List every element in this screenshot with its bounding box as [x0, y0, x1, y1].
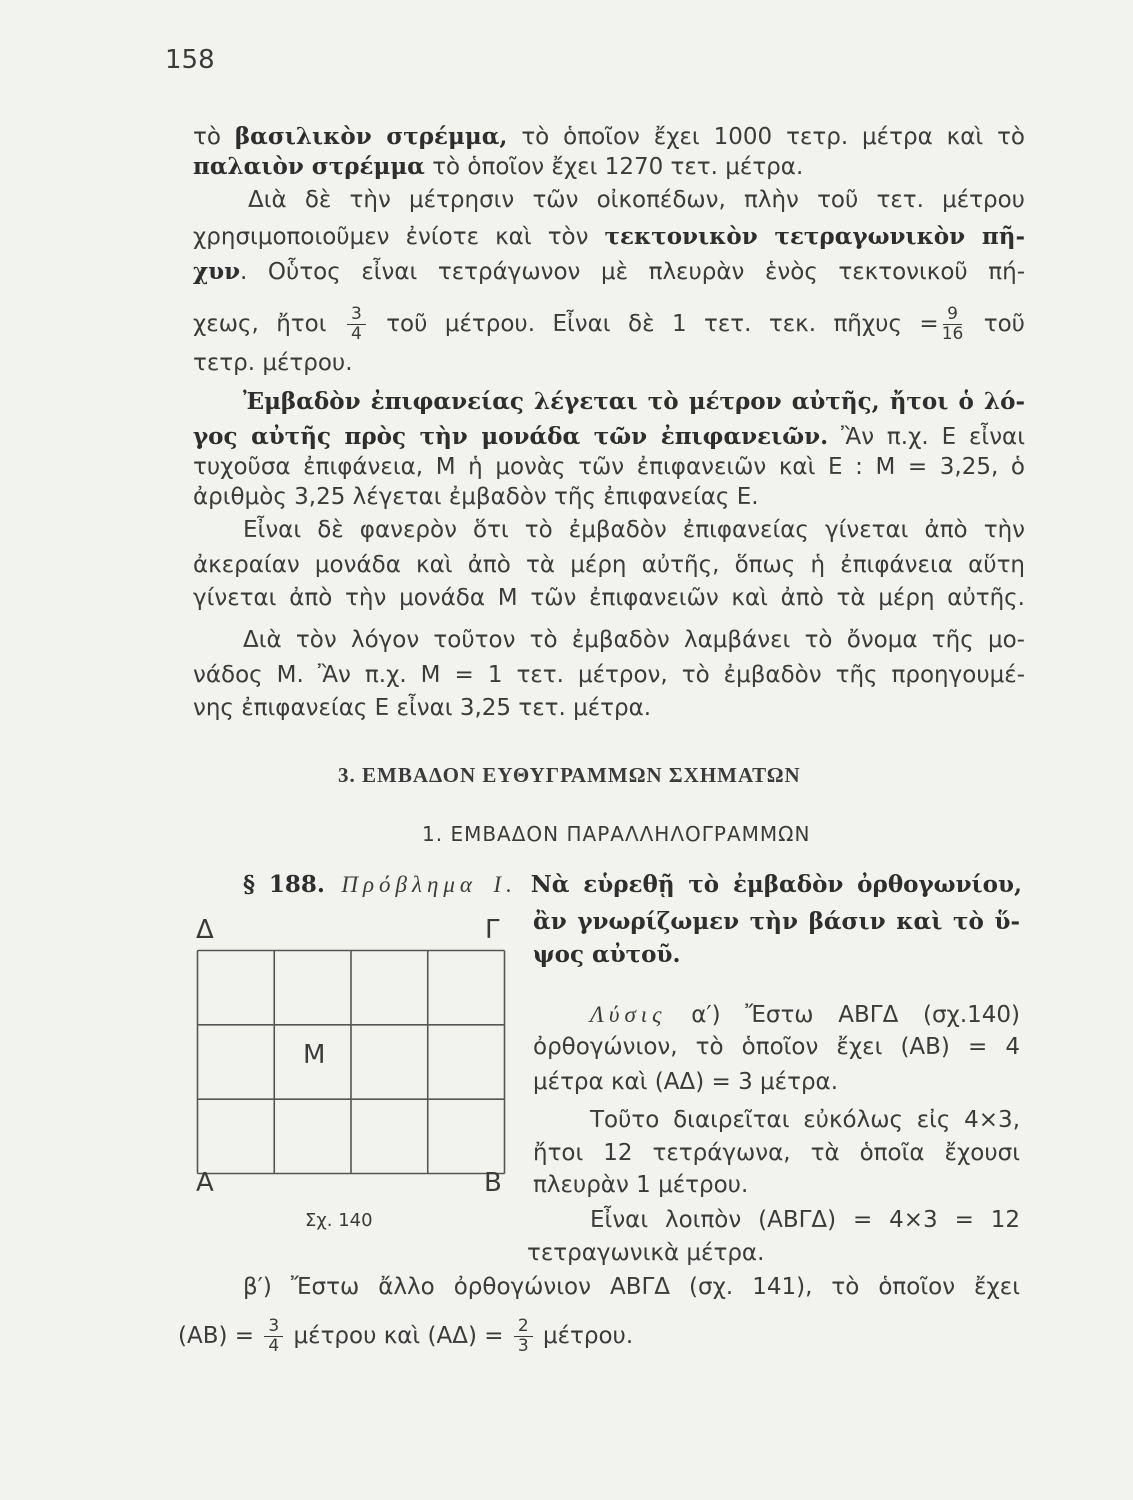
- text-span: τὸ ὁποῖον ἔχει 1270 τετ. μέτρα.: [424, 154, 804, 180]
- text-line: [193, 305, 1025, 344]
- fraction: [347, 305, 366, 344]
- text-span: ἤτοι 12 τετράγωνα, τὰ ὁποῖα ἔχουσι: [533, 1140, 1020, 1166]
- text-span: ἀριθμὸς 3,25 λέγεται ἐμβαδὸν τῆς ἐπιφανείας Ε.: [193, 484, 759, 510]
- fraction: [942, 305, 964, 344]
- text-span: Διὰ τὸν λόγον τοῦτον τὸ ἐμβαδὸν λαμβάνει τὸ ὄνομα τῆς μο-: [243, 627, 1025, 653]
- subsection-heading: 1. ΕΜΒΑΔΟΝ ΠΑΡΑΛΛΗΛΟΓΡΑΜΜΩΝ: [422, 822, 811, 846]
- text-span: α′) Ἔστω ΑΒΓΔ (σχ.140): [666, 1002, 1020, 1028]
- fraction-denominator: 4: [268, 1336, 280, 1356]
- text-line: [590, 1000, 1020, 1030]
- text-span: νης ἐπιφανείας Ε εἶναι 3,25 τετ. μέτρα.: [193, 695, 652, 721]
- bold-text: χυν: [193, 258, 241, 285]
- text-span: τοῦ: [966, 311, 1025, 337]
- text-span: τὸ ὁποῖον ἔχει 1000 τετρ. μέτρα καὶ τὸ: [507, 124, 1025, 150]
- label-alpha: Α: [196, 1168, 214, 1198]
- bold-text: τεκτονικὸν τετραγωνικὸν πῆ-: [604, 223, 1025, 250]
- text-span: ἀκεραίαν μονάδα καὶ ἀπὸ τὰ μέρη αὐτῆς, ὅπως ἡ ἐπιφάνεια αὕτη: [193, 552, 1025, 578]
- fraction-denominator: 4: [350, 324, 362, 344]
- bold-text: § 188.: [243, 871, 325, 898]
- fraction-numerator: 3: [347, 305, 366, 325]
- text-span: νάδος Μ. Ἂν π.χ. Μ = 1 τετ. μέτρον, τὸ ἐμβαδὸν τῆς προηγουμέ-: [193, 662, 1025, 688]
- text-span: γίνεται ἀπὸ τὴν μονάδα Μ τῶν ἐπιφανειῶν καὶ ἀπὸ τὰ μέρη αὐτῆς.: [193, 585, 1025, 611]
- fraction-numerator: 9: [943, 305, 962, 325]
- text-line: [527, 1238, 1020, 1268]
- text-line: [533, 1067, 1020, 1097]
- text-line: [193, 122, 1025, 152]
- bold-text: Ἐμβαδὸν ἐπιφανείας λέγεται τὸ μέτρον αὐτῆς, ἤτοι ὁ λό-: [243, 388, 1025, 415]
- fraction-denominator: 16: [941, 324, 964, 344]
- text-span: μέτρου καὶ (ΑΔ) =: [286, 1323, 511, 1349]
- text-line: [243, 1272, 1020, 1302]
- text-span: μέτρου.: [535, 1323, 634, 1349]
- text-span: ὀρθογώνιον, τὸ ὁποῖον ἔχει (ΑΒ) = 4: [533, 1034, 1020, 1060]
- text-line: [590, 1105, 1020, 1135]
- bold-text: Νὰ εὑρεθῇ τὸ ἐμβαδὸν ὀρθογωνίου,: [516, 871, 1022, 898]
- text-span: χεως, ἤτοι: [193, 311, 344, 337]
- text-line: [193, 693, 1025, 723]
- fraction-denominator: 3: [517, 1336, 529, 1356]
- bold-text: γος αὐτῆς πρὸς τὴν μονάδα τῶν ἐπιφανειῶν.: [193, 423, 829, 450]
- bold-text: ἂν γνωρίζωμεν τὴν βάσιν καὶ τὸ ὕ-: [533, 908, 1020, 935]
- text-span: . Οὗτος εἶναι τετράγωνον μὲ πλευρὰν ἑνὸς τεκτονικοῦ πή-: [240, 259, 1025, 285]
- fraction-numerator: 2: [514, 1317, 533, 1337]
- text-span: μέτρα καὶ (ΑΔ) = 3 μέτρα.: [533, 1069, 839, 1095]
- label-m: Μ: [303, 1040, 326, 1070]
- fraction-numerator: 3: [264, 1317, 283, 1337]
- text-span: τοῦ μέτρου. Εἶναι δὲ 1 τετ. τεκ. πῆχυς =: [368, 311, 939, 337]
- figure-caption: Σχ. 140: [305, 1210, 373, 1231]
- text-span: χρησιμοποιοῦμεν ἐνίοτε καὶ τὸν: [193, 224, 605, 250]
- page-number: 158: [165, 45, 215, 75]
- spaced-italic-text: Λύσις: [590, 1002, 667, 1027]
- text-line: [533, 940, 1020, 970]
- bold-text: ψος αὐτοῦ.: [533, 941, 681, 968]
- text-line: [533, 1138, 1020, 1168]
- text-line: [193, 348, 1025, 378]
- text-line: [178, 1317, 1020, 1356]
- text-span: Τοῦτο διαιρεῖται εὐκόλως εἰς 4×3,: [590, 1107, 1020, 1133]
- bold-text: παλαιὸν στρέμμα: [193, 153, 425, 180]
- text-line: [243, 515, 1025, 545]
- fraction: [264, 1317, 283, 1356]
- text-line: [193, 257, 1025, 287]
- text-line: [193, 660, 1025, 690]
- text-line: [193, 452, 1025, 482]
- label-beta: Β: [484, 1168, 502, 1198]
- text-span: β′) Ἔστω ἄλλο ὀρθογώνιον ΑΒΓΔ (σχ. 141), τὸ ὁποῖον ἔχει: [243, 1274, 1020, 1300]
- label-delta: Δ: [196, 915, 214, 945]
- rectangle-grid: [196, 949, 506, 1175]
- text-line: [590, 1205, 1020, 1235]
- text-line: [533, 1170, 1020, 1200]
- label-gamma: Γ: [485, 915, 500, 945]
- text-span: πλευρὰν 1 μέτρου.: [533, 1172, 749, 1198]
- text-span: Εἶναι δὲ φανερὸν ὅτι τὸ ἐμβαδὸν ἐπιφανείας γίνεται ἀπὸ τὴν: [243, 517, 1025, 543]
- section-heading: 3. ΕΜΒΑΔΟΝ ΕΥΘΥΓΡΑΜΜΩΝ ΣΧΗΜΑΤΩΝ: [338, 763, 801, 787]
- text-span: τετραγωνικὰ μέτρα.: [527, 1240, 765, 1266]
- text-line: [193, 550, 1025, 580]
- text-span: Διὰ δὲ τὴν μέτρησιν τῶν οἰκοπέδων, πλὴν τοῦ τετ. μέτρου: [248, 187, 1025, 213]
- bold-text: βασιλικὸν στρέμμα,: [234, 123, 508, 150]
- text-span: Εἶναι λοιπὸν (ΑΒΓΔ) = 4×3 = 12: [590, 1207, 1020, 1233]
- text-line: [193, 422, 1025, 452]
- text-line: [193, 152, 1025, 182]
- text-line: [533, 907, 1020, 937]
- text-line: [243, 870, 1022, 900]
- fraction: [514, 1317, 533, 1356]
- text-line: [248, 185, 1025, 215]
- text-line: [193, 482, 1025, 512]
- text-span: τὸ: [193, 124, 235, 150]
- text-line: [243, 625, 1025, 655]
- text-span: Ἂν π.χ. Ε εἶναι: [828, 424, 1025, 450]
- text-line: [193, 222, 1025, 252]
- text-span: τυχοῦσα ἐπιφάνεια, Μ ἡ μονὰς τῶν ἐπιφανειῶν καὶ Ε : Μ = 3,25, ὁ: [193, 454, 1025, 480]
- spaced-italic-text: Πρόβλημα Ι.: [324, 872, 517, 897]
- text-span: τετρ. μέτρου.: [193, 350, 353, 376]
- text-line: [533, 1032, 1020, 1062]
- text-line: [243, 387, 1025, 417]
- text-span: (ΑΒ) =: [178, 1323, 262, 1349]
- text-line: [193, 583, 1025, 613]
